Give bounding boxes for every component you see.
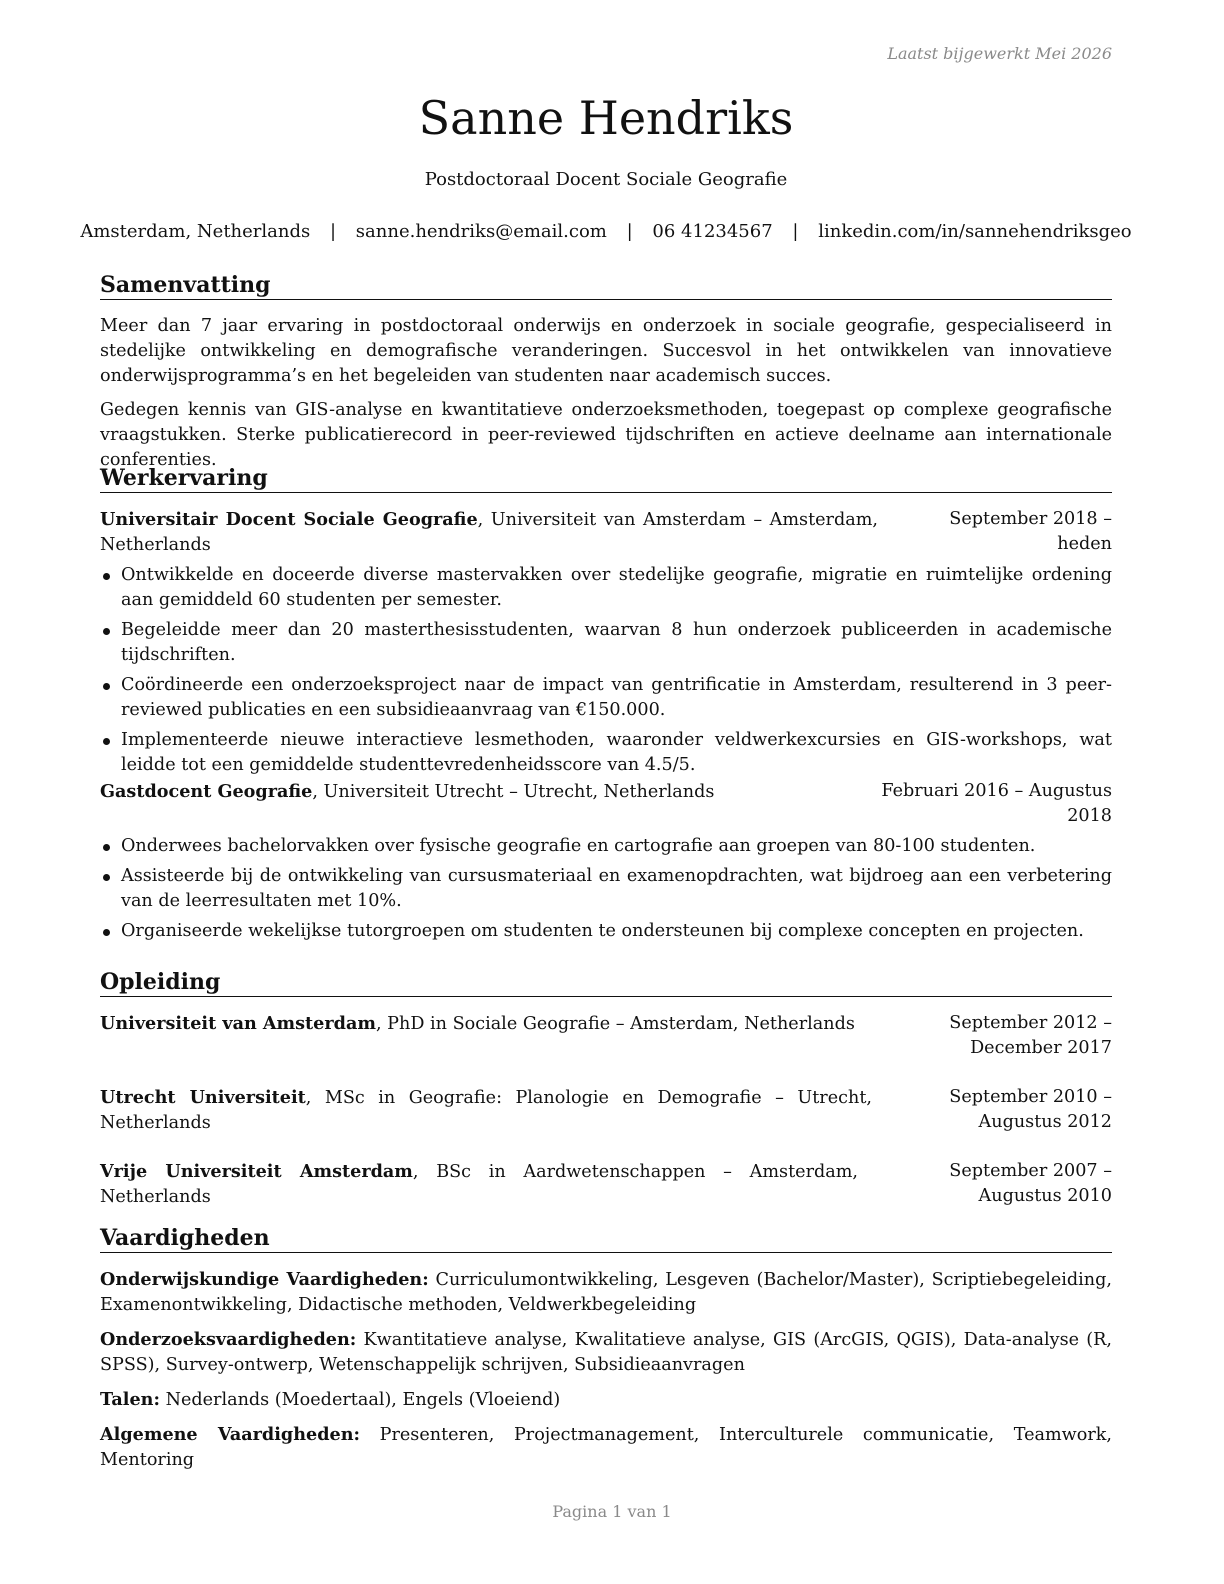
bullet-text: Ontwikkelde en doceerde diverse mastervakken over stedelijke geografie, migratie en ruimtelijke ordening aan gemiddeld 60 studenten per semester.: [121, 565, 1112, 610]
education-entry: [100, 1011, 1112, 1061]
contact-separator: |: [329, 221, 337, 242]
bullet-text: Onderwees bachelorvakken over fysische geografie en cartografie aan groepen van 80-100 studenten.: [121, 836, 1036, 856]
list-item: [100, 728, 1112, 778]
bullet-icon: [103, 738, 110, 745]
last-updated: Laatst bijgewerkt Mei 2026: [887, 44, 1112, 63]
skill-row: [100, 1422, 1112, 1473]
list-item: [100, 563, 1112, 613]
contact-line: [80, 220, 1132, 244]
education-detail: , PhD in Sociale Geografie – Amsterdam, Netherlands: [375, 1014, 855, 1034]
bullet-icon: [103, 573, 110, 580]
section-heading-skills: Vaardigheden: [100, 1225, 1112, 1253]
page-number: Pagina 1 van 1: [552, 1502, 672, 1521]
education-school: Universiteit van Amsterdam: [100, 1013, 376, 1034]
list-item: [100, 864, 1112, 914]
education-entry: [100, 1159, 1112, 1210]
job-entry: [100, 507, 1112, 783]
bullet-icon: [103, 628, 110, 635]
job-header: [100, 779, 1112, 829]
skill-row: [100, 1327, 1112, 1378]
job-title: Postdoctoraal Docent Sociale Geografie: [424, 169, 788, 190]
bullet-icon: [103, 874, 110, 881]
skill-label: Onderwijskundige Vaardigheden:: [100, 1269, 429, 1290]
summary-paragraph: Meer dan 7 jaar ervaring in postdoctoraal onderwijs en onderzoek in sociale geografie, gespecialiseerd in stedelijke ontwikkeling en demografische veranderingen. Succesvol in het ontwikkelen van innovatieve onderwijsprogramma’s en het begeleiden van studenten naar academisch succes.: [100, 316, 1112, 386]
bullet-text: Begeleidde meer dan 20 masterthesisstudenten, waarvan 8 hun onderzoek publiceerden in academische tijdschriften.: [121, 620, 1112, 665]
education-dates: September 2012 – December 2017: [949, 1013, 1112, 1058]
skill-label: Onderzoeksvaardigheden:: [100, 1329, 357, 1350]
bullet-icon: [103, 683, 110, 690]
education-school: Utrecht Universiteit: [100, 1087, 306, 1108]
education-school: Vrije Universiteit Amsterdam: [100, 1161, 413, 1182]
education-detail: , BSc in Aardwetenschappen – Amsterdam, Netherlands: [100, 1162, 859, 1207]
section-heading-experience: Werkervaring: [100, 465, 1112, 493]
skill-label: Talen:: [100, 1389, 160, 1410]
education-detail: , MSc in Geografie: Planologie en Demografie – Utrecht, Netherlands: [100, 1088, 872, 1133]
list-item: [100, 673, 1112, 723]
skill-row: [100, 1387, 1112, 1413]
job-title-line: [100, 779, 876, 829]
education-header: [100, 1011, 1112, 1061]
list-item: [100, 834, 1112, 859]
section-heading-education: Opleiding: [100, 969, 1112, 997]
person-name: Sanne Hendriks: [418, 91, 794, 145]
education-header: [100, 1085, 1112, 1136]
skill-text: Nederlands (Moedertaal), Engels (Vloeiend): [159, 1390, 561, 1410]
education-dates: September 2010 – Augustus 2012: [949, 1087, 1112, 1132]
summary-block: [100, 314, 1112, 482]
contact-separator: |: [626, 221, 633, 242]
bullet-text: Assisteerde bij de ontwikkeling van cursusmateriaal en examenopdrachten, wat bijdroeg aan een verbetering van de leerresultaten met 10%.: [121, 866, 1112, 911]
skills-block: [100, 1267, 1112, 1482]
job-org: , Universiteit van Amsterdam – Amsterdam, Netherlands: [100, 510, 878, 555]
job-role: Universitair Docent Sociale Geografie: [100, 509, 478, 530]
skill-row: [100, 1267, 1112, 1318]
bullet-icon: [103, 929, 110, 936]
list-item: [100, 618, 1112, 668]
bullet-icon: [103, 844, 110, 851]
section-heading-summary: Samenvatting: [100, 272, 1112, 300]
education-header: [100, 1159, 1112, 1210]
education-entry: [100, 1085, 1112, 1136]
list-item: [100, 919, 1112, 944]
skill-label: Algemene Vaardigheden:: [100, 1424, 360, 1445]
education-line: [100, 1011, 876, 1061]
job-entry: [100, 779, 1112, 949]
skill-text: Presenteren, Projectmanagement, Interculturele communicatie, Teamwork, Mentoring: [100, 1425, 1112, 1470]
summary-paragraph: Gedegen kennis van GIS-analyse en kwantitatieve onderzoeksmethoden, toegepast op complexe geografische vraagstukken. Sterke publicatierecord in peer-reviewed tijdschriften en actieve deelname aan internationale conferenties.: [100, 400, 1112, 470]
job-title-line: [100, 507, 896, 558]
contact-linkedin[interactable]: linkedin.com/in/sannehendriksgeo: [818, 221, 1132, 242]
bullet-text: Coördineerde een onderzoeksproject naar de impact van gentrificatie in Amsterdam, resulterend in 3 peer-reviewed publicaties en een subsidieaanvraag van €150.000.: [121, 675, 1112, 720]
education-line: [100, 1085, 876, 1136]
job-dates: Februari 2016 – Augustus 2018: [881, 781, 1112, 826]
bullet-text: Organiseerde wekelijkse tutorgroepen om studenten te ondersteunen bij complexe concepten en projecten.: [121, 921, 1084, 941]
skill-text: Kwantitatieve analyse, Kwalitatieve analyse, GIS (ArcGIS, QGIS), Data-analyse (R, SPSS), Survey-ontwerp, Wetenschappelijk schrijven, Subsidieaanvragen: [100, 1330, 1112, 1375]
contact-location: Amsterdam, Netherlands: [80, 221, 311, 242]
skill-text: Curriculumontwikkeling, Lesgeven (Bachelor/Master), Scriptiebegeleiding, Examenontwikkeling, Didactische methoden, Veldwerkbegeleiding: [100, 1270, 1112, 1315]
bullet-text: Implementeerde nieuwe interactieve lesmethoden, waaronder veldwerkexcursies en GIS-workshops, wat leidde tot een gemiddelde studenttevredenheidsscore van 4.5/5.: [121, 730, 1112, 775]
job-dates: September 2018 – heden: [949, 509, 1112, 554]
contact-phone[interactable]: 06 41234567: [652, 221, 773, 242]
job-role: Gastdocent Geografie: [100, 781, 313, 802]
job-org: , Universiteit Utrecht – Utrecht, Netherlands: [312, 782, 715, 802]
job-bullets: [100, 563, 1112, 778]
education-dates: September 2007 – Augustus 2010: [949, 1161, 1112, 1206]
job-header: [100, 507, 1112, 558]
job-bullets: [100, 834, 1112, 944]
contact-email[interactable]: sanne.hendriks@email.com: [355, 221, 607, 242]
education-line: [100, 1159, 876, 1210]
contact-separator: |: [792, 221, 799, 242]
